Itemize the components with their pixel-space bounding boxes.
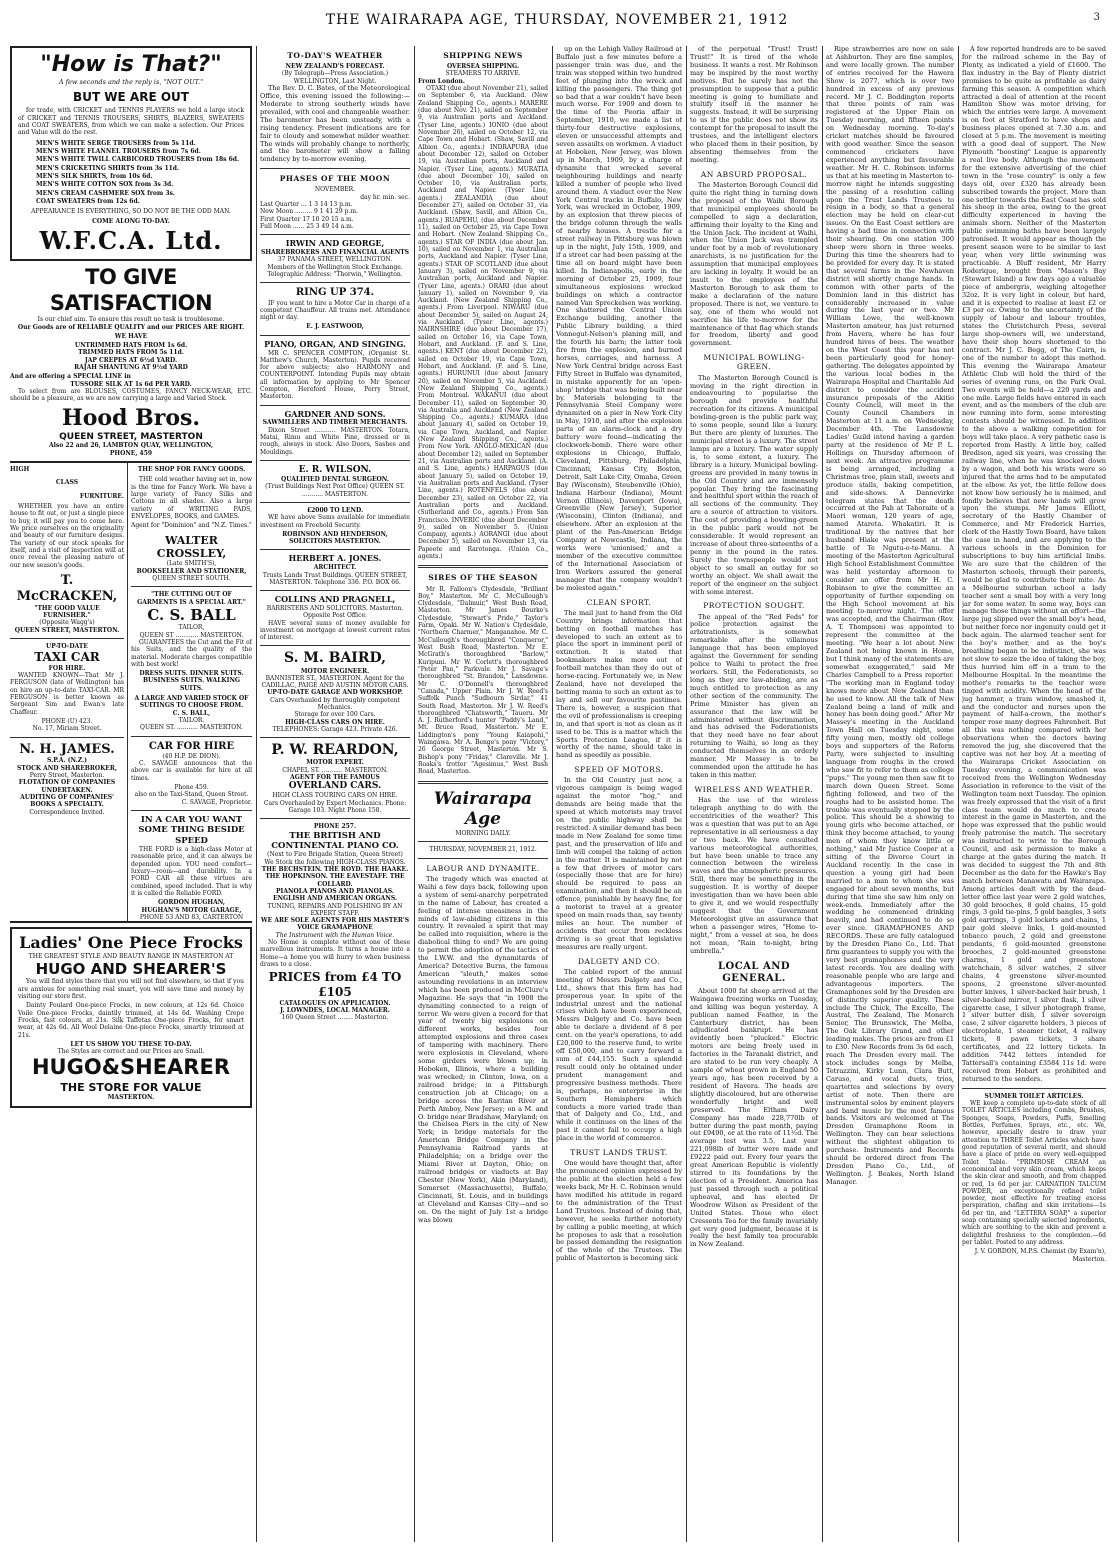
- how-item: MEN'S WHITE SERGE TROUSERS from 5s 11d.: [36, 139, 196, 147]
- ring: RING UP 374.: [295, 287, 375, 299]
- frocks-town: MASTERTON.: [107, 1094, 155, 1102]
- how-items: [36, 140, 244, 206]
- how-item: MEN'S SILK SHIRTS, from 10s 6d.: [36, 172, 153, 180]
- summer-text: WE keep a complete up-to-date stock of all TOILET ARTICLES including Combs, Brushes, Sponges, Soaps, Powders, Puffs, Smelling Bottles, Perfumes, Sprays, etc., etc. We, however, specially desire to draw your attention to THREE Toilet Articles which have good reputation of several merit, and should have a place of pride on every well-equipped Toilet Table. "PRIMROSE CREAM an economical and very skin cream, which keeps the skin clear and smooth, and from chapped or red, 1s 6d per jar. CARNATION TALCUM POWDER, an exceptionally refined toilet powder, most effective for treating excess perspiration, chafing and skin irritations—1s 6d per tin, and "LETTERA SOAP," a superior soap containing specially selected ingredients, which are soothing to the skin and prevent a delightful freshness to the complexion.—6d per tablet. Posted to any address.: [962, 1100, 1106, 1247]
- class: CLASS: [55, 479, 79, 487]
- furniture-row: [10, 463, 252, 923]
- moon-head: PHASES OF THE MOON: [279, 174, 391, 184]
- frocks-hugo: HUGO AND SHEARER'S: [35, 960, 227, 979]
- give-tussore: TUSSORE SILK AT 1s 6d PER YARD.: [70, 380, 192, 388]
- ball2-addr: QUEEN ST. ........... MASTERTON.: [140, 724, 243, 732]
- hood-phone: PHONE, 459: [109, 449, 153, 457]
- col7-text1: A few reported hundreds are to be saved for the railroad scheme in the Bay of Plenty, as indicated a yield of £1600. The flax industry in the Bay of Plenty district promises to be quite as profitable as dairy farming this season. A competition which attracted a deal of attention at the recent Hamilton Show was motor driving, for which the entries were large. A movement is on foot at Stratford to have shops and business places opened at 7.30 a.m. and closed at 5 p.m. The movement is meeting with a good deal of support. The New Plymouth "boosting" League is apparently a real live body. Although the movement for the extensive advertising of the chief town in the "rose country" is only a few days old, over £320 has already been subscribed towards the project. More than one settler towards the East Coast has sold his sheep in the area, owing to the great difficulty experienced in having the animals shorn. Neither of the Masterton public swimming baths have been largely patronised. It would appear as though the present season were to be similar to last year, when very little swimming was practicable. A Bluff resident, Mr Harry Roderique, brought from "Mason's Bay (Stewart Island) a few days ago a valuable piece of ambergris, weighing altogether 32oz. It is very light in colour, but hard, and it is expected to realise at least £2 or £3 per oz. Owing to the uncertainty of the supply of labour and labour troubles, states the Christchurch Press, several large shop-owners will, we understand, have their shop hours shortened to the contract. Mr J. C. Begg, of The Cairn, is one of the number to adopt this method. This evening the Wairarapa Amateur Athletic Club will hold the third of the series of evening runs, on the Park Oval. Two events will be held—a 220 yards and one mile. Large fields have entered in each event, and as the members of the club are now running into form, some interesting contests should be witnessed. In addition to the above a walking competition for boys will take place. A very pathetic case is reported from Hastly. A little boy, called Bredison, aged six years, was crossing the railway line, when he was knocked down by a wagon, and both his wrists were so injured that the arms had to be amputated at the elbow. As yet, the little fellow does not know how seriously he is maimed, and fondly believes that new hands will grow upon the stumps. Mr James Elliott, secretary of the Hastly Chamber of Commerce, and Mr Frederick Harries, clerk of the Hastly Town Board, have taken the case in hand, and are applying to the various schools in the Dominion for subscriptions to buy him artificial limbs. We are sure that the children of the Masterton schools, through their parents, would be glad to contribute their mite. As a Melbourne suburban school a lady teacher sent a small boy with a very long jar for some water. In some way, boys can manage those things without an effort—the large jug slipped over the small boy's head, but neither force nor ingenuity could get it back again. The alarmed teacher sent for the boy's mother, and as the boy's breathing began to be indistinct, she was not slow to seize the idea of taking the boy, thus hurried him off in a tram to the Melbourne Hospital. In the meantime the mother's remarks to the teacher were tinged with acidity. When the head of the jug hammer, a tram window, smashed it, and the conductor and nurses upon the payment of half-a-crown, the mother's temper rose many degrees Fahrenheit. But all this was nothing compared with her observations when the doctors having removed the jug, she discovered that the captive was not her boy. At a meeting of the Wairarapa Cricket Association on Tuesday evening, a communication was received from the Wellington Wednesday Association in reference to the visit of the Wellington team next Tuesday. The opinion was freely expressed that the visit of a first class team would do much to create interest in the game in Masterton, and the hope was expressed that the public would freely patronise the match. The secretary was instructed to write to the Borough Council, and ask permission to make a charge at the gates during the match. It was decided to suggest the 7th and 8th December as the date for the Hawke's Bay match between Manawatu and Wairarapa. Among articles dealt with by the dead-letter office last year were 2 gold watches, 30 gold brooches, 8 gold chains, 15 gold rings, 3 gold tie-pins, 5 gold bangles, 3 sets gold earrings, 3 gold lockets and chains, 1 pair gold sleeve links, 1 gold-mounted tobacco pouch, 2 gold and greenstone pendants, 6 gold-mounted greenstone brooches, 2 gold-mounted greenstone charms, 1 gold and greenstone watchchain, 8 silver watches, 2 silver chains, 4 greenstone silver-mounted spoons, 2 greenstone silver-mounted butter knives, 1 silver-backed hair brush, 1 silver-backed mirror, 1 silver flask, 1 silver cigarette case, 1 silver photograph frame, 1 silver butter dish, 1 silver sovereign case, 2 silver cigarette holders, 3 pieces of electroplate, 1 steamer ticket, 4 railway tickets, 8 pawn tickets, 3 share certificates, and 22 lottery tickets. In addition 7442 letters intended for Tattersall's containing £3584 11s 1d. were received from Hobart as prohibited and returned to the senders.: [962, 46, 1106, 1083]
- labour-text: The tragedy which was enacted at Waihi a few days back, following upon a system of semi-anarchy perpetrated in the name of Labour, has created a feeling of intense uneasiness in the minds of law-abiding citizens in this country. It revealed a spirit that may be called into requisition, where is the diabolical thing to end? We are going to permit the adoption of the tactics of the I.W.W. and the dynamitards of America? Detective Burns, the famous American "sleuth," makes some astounding revelations in an interview which has been produced in McClure's Magazine. He says that "in 1908 the dynamiting connected to a reign of terror. We were given a record for that year of twenty big explosions on different works, besides four attempted explosions and three cases of tampering with machinery. There were explosions in Cleveland, where some girders were blown up; in Hoboken, Illinois, where a building was wrecked; in Clinton, Iowa, on a railroad bridge; in a Pittsburgh construction job at Chicago; on a bridge across the Raritan River at Perth Amboy, New Jersey; on a M. and O. bridge near Bradshaw, Maryland; on the Chelsea Piers in the city of New York; in bridge materials for the American Bridge Company in the Pennsylvania Railroad yards at Philadelphia; on a bridge over the Miami River at Dayton, Ohio; on railroad bridges or viaducts at Bay Chester (New York), Akin (Maryland), Somerset (Massachusetts), Buffalo, Cincinnati, St. Louis, and in buildings at Cleveland and Kansas City—and so on. On the night of July 1st a bridge was blown: [418, 874, 548, 1224]
- collins: COLLINS AND PRAGNELL,: [274, 594, 396, 605]
- ring-name: E. J. EASTWOOD,: [306, 323, 364, 331]
- sport-head: CLEAN SPORT.: [586, 597, 652, 607]
- column-local-2: [826, 46, 954, 1542]
- col6-text1: Ripe strawberries are now on sale at Ashburton. They are fine samples, and were locally grown. The number of entries received for the Hawera Show is 2077, which is over two hundred in excess of any previous record. Mr J. C. Boddington reports that three points of rain was registered at the Upper Plain on Tuesday morning, and fifteen points on Wednesday morning. To-day's cricket matches should be favoured with good weather. Since the season commenced cricketers have experienced anything but favourable weather. Mr H. C. Robinson informs us that at his meeting in Masterton to-morrow night he intends suggesting the passing of a resolution calling upon the Trust Lands Trustees to resign in a body, so that a general election may be held on clear-cut issues. On the East Coast settlers are having a bad time in connection with their shearing. On one station 300 sheep were shorn in three weeks. During this time the shearers had to be provided for every day. It is stated that several farms in the Newhaven district will shortly change hands. In common with other parts of the Dominion land in this district has considerably increased in value during the last year or two. Mr William Lowe, the well-known Masterton amateur, has just returned from Havera, where he has four hundred hives of bees. The weather on the West Coast this year has not been particularly good for honey-gathering. The delegates appointed by the various local bodies in the Wairarapa Hospital and Charitable Aid district to consider the accident insurance proposals of the Akitio County Council, will meet in the County Council Chambers in Masterton at 11 a.m. on Wednesday, December 4th. The Lansdowne Ladies' Guild intend having a garden party at the residence of Mr P. L. Hollings on Thursday afternoon of next week. An attractive programme is being arranged, including a Christmas tree, plain stall, sweets and produce stalls, baking competition, and side-shows. A Dannevirke telegram states that the death occurred at the Pah at Tahoraite of a Maori woman, 120 years of age, named Atareta. Whakatiri. It is traditional by the natives that her husband Hiake was present at the battle of Te Ngutu-o-te-Manu. A meeting of the Masterton Agricultural High School Establishment Committee was held yesterday afternoon to consider an offer from Mr H. C. Robinson to give the committee an opportunity of further expending on the High School movement at his meeting to-morrow night. The offer was accepted, and the Chairman (Rev. A. T. Thompson) was appointed to represent the committee at the meeting. "We hear a lot about New Zealand not being known in Home, but I think many of the statements are somewhat exaggerated," said Mr Charles Campbell to a Press reporter. "The working man in England today knows more about New Zealand than he used to know. All the talk of New Zealand being a land of milk and honey has been doing good." After Mr Massey's meeting in the Auckland Town Hall on Tuesday night, some fifty young men, mostly old college boys and supporters of the Reform Party, were subjected to insulting language from roughs in the crowd who saw fit to refer to them as college "pups." The young men then saw fit to march down Queen Street. Some fighting followed, and two of the roughs had to be assisted home. The trouble was eventually stopped by the police. This should be a showing to young girls who become attached, or think they become attached, to young men of whom they know little or nothing," said Mr Justice Cooper at a sitting of the Divorce Court in Auckland recently. In the case in question a young girl had been married to a man to whom she was engaged for about seven months, but during that time she saw him only on week-ends. Immediately after the wedding he commenced drinking heavily, and had continued to do so ever since. GRAMAPHONES AND RECORDS. These are fully catalogued by the Dresden Piano Co., Ltd. That firm guarantees to supply you with the very best gramaphones and the very latest records. You are dealing with reasonable people who are large and advantageous importers. The Gramaphones sold by the Dresden are of distinctly superior quality. These include The Chick, The Excello, The Austral, The Zealand, The Monarch Senior, The Brunswick, The Melba, The Oak Library Grand, and other leading makes. The prices are from £1 to £30. New Records from 3s 6d each, reach The Dresden every mail. The stock includes songs by Melba, Tetrazzini, Kirky Lunn, Clara Butt, Caruso, and vocal duets, trios, quartettes and selections by every artist of note. Then there are instrumental solos by eminent players and band music by the most famous bands. Visitors are welcomed at The Dresden Gramaphone Room in Wellington. They can hear selections without the slightest obligation to purchase. Instruments and Records should be ordered direct from The Dresden Piano Co., Ltd., of Wellington. J. Beakes, North Island Manager.: [826, 46, 954, 1186]
- column-rule: [414, 46, 415, 1542]
- how-appear: APPEARANCE IS EVERYTHING, SO DO NOT BE THE ODD MAN.: [31, 208, 231, 216]
- reardon-l4: OVERLAND CARS.: [288, 781, 382, 792]
- wilson: E. R. WILSON.: [298, 465, 372, 475]
- frocks-title: Ladies' One Piece Frocks: [19, 933, 243, 953]
- bcp-addr: 160 Queen Street ........ Masterton.: [281, 1014, 389, 1022]
- absurd-head: AN ABSURD PROPOSAL.: [700, 169, 808, 179]
- col4-text1: up on the Lehigh Valley Railroad at Buffalo just a few minutes before a passenger train was due, and the train was stopped within two hundred feet of plunging into the wreck and killing the passengers. The thing got so bad that a war couldn't have been much worse. For 1909 and down to the time of the Peoria affair in September, 1910, we made a list of thirty-four destructive explosions, eleven or unsuccessful attempts and seven assaults on workmen. A viaduct at Hoboken, New Jersey, was blown up in March, 1909, by a charge of dynamite that wrecked several neighbouring buildings and nearly killed a number of people who lived around them. A viaduct over the New York Central tracks in Buffalo, New York, was wrecked in October, 1909, by an explosion that threw pieces of the bridge column through the walls of nearby houses. A trestle for a street railway in Pittsburg was blown up in the night, July 15th, 1909, and if a street car had been passing at the time all on board might have been killed. In Indianapolis, early in the morning of October 25, 1909, four simultaneous explosions wrecked buildings on which a contractor named Van Spreckelsen was working. One shattered the Central Union Exchange building, another the Public Library building, a third Vonnegut-Nelson's planing mill, and the fourth his barn; the latter took fire from the explosion, and burned horses, carriages, and harness. A New York Central bridge across East Fifty Street in Buffalo was dynamited, in mistake apparently for an 'open-shop' bridge that was being built near by. Materials belonging to the Pennsylvania Steel Company were dynamited on a pier in New York City in May, 1910, and after the explosion parts of an alarm-clock and a dry battery were found—indicating the clockwork-bomb. There were other explosions in Chicago, Buffalo, Cleveland, Pittsburg, Philadelphia, Cincinnati, Kansas City, Boston, Detroit, Salt Lake City, Omaha, Green Bay (Wisconsin), Steubenville (Ohio), Indiana Harbour (Indiana), Mount Vernon (Illinois), Davenport (Iowa), Greenville (New Jersey), Superior (Wisconsin), Clinton (Indiana), and elsewhere. After an explosion at the plant of the Pan-American Bridge Company at Newcastle, Indiana, the works were 'unionised,' and a member of the executive committee of the International Association of Iron Workers assured the general manager that the company wouldn't be molested again.": [556, 46, 682, 592]
- give-item: JAP CREPES AT 6½d YARD.: [84, 356, 178, 364]
- collins-text: HAVE several sums of money available for investment on mortgage at lowest current rates of interest.: [260, 619, 410, 642]
- piano-head: PIANO, ORGAN, AND SINGING.: [264, 338, 406, 349]
- moon-row: Full Moon ...... 25 3 49 14 a.m.: [260, 223, 354, 230]
- how-item: MEN'S CRICKETING SHIRTS from 3s 11d.: [36, 164, 180, 172]
- furniture-ad: [10, 463, 128, 921]
- weather-head: TO-DAY'S WEATHER: [287, 51, 383, 60]
- column-editorial-3: [690, 46, 818, 1542]
- bcp-l3: PIANOLA PIANOS AND PIANOLAS. ENGLISH AND AMERICAN ORGANS.: [272, 887, 398, 903]
- nhj-l3: FLOTATION OF COMPANIES UNDERTAKEN.: [18, 779, 116, 794]
- page-number: 3: [1093, 12, 1100, 23]
- how-item: COAT SWEATERS from 12s 6d.: [36, 197, 140, 205]
- ship-sub: OVERSEA SHIPPING.: [446, 63, 520, 71]
- give-item: RAJAH SHANTUNG AT 9½d YARD: [74, 364, 188, 372]
- column-rule: [958, 46, 959, 1542]
- moon-row: First Quarter 17 10 20 15 a.m.: [260, 215, 354, 223]
- bcp: THE BRITISH AND CONTINENTAL PIANO CO.: [271, 830, 399, 851]
- moon-row: Last Quarter ... 1 3 14 13 p.m.: [260, 201, 353, 209]
- irwin-l3: Members of the Wellington Stock Exchange.: [267, 263, 403, 271]
- bcp-l6: The Instrument with the Human Voice.: [275, 931, 395, 939]
- page-title: THE WAIRARAPA AGE, THURSDAY, NOVEMBER 21, 1912: [325, 12, 789, 28]
- hood-addr: QUEEN STREET, MASTERTON: [59, 431, 203, 442]
- robinson: ROBINSON AND HENDERSON, SOLICITORS MASTERTON.: [282, 530, 388, 546]
- wireless-text: Has the use of the wireless telegraph anything to do with the eccentricities of the weather? This was a question that was put to an Age representative in all seriousness a day or two back. We have consulted various meteorological authorities, but have been unable to trace any connection between the wireless waves and the atmospheric pressures. Still, there may be something in the suggestion. It is worthy of deeper investigation than we have been able to give it, and we would respectfully suggest that the Government Meteorologist give an assurance that when a passenger wires, "Home to-night," from a vessel at sea, he does not mean, "Rain to-night, bring umbrella.": [690, 796, 818, 955]
- ball-head: "THE CUTTING OUT OF GARMENTS IS A SPECIAL ART.": [137, 591, 246, 606]
- irwin-l2: 37 PANAMA STREET, WELLINGTON.: [277, 256, 393, 264]
- give-item: UNTRIMMED HATS FROM 1s 6d.: [74, 342, 188, 350]
- mcc-good: "THE GOOD VALUE FURNISHER.": [34, 604, 100, 619]
- protection-head: PROTECTION SOUGHT.: [703, 601, 805, 611]
- taxi-phone: PHONE (U) 423.: [41, 717, 93, 725]
- baird-l5: Storage for over 100 Cars.: [294, 711, 376, 719]
- give-l2: Our Goods are of RELIABLE QUALITY and our PRICES ARE RIGHT.: [17, 323, 245, 331]
- irwin-l4: Telegraphic Address: "Thorwin," Wellington.: [267, 271, 403, 278]
- how-item: MEN'S WHITE COTTON SOX from 3s 3d.: [36, 181, 174, 189]
- taxi-addr: No. 17, Miriam Street.: [32, 725, 102, 733]
- protection-text: The appeal of the "Red Feds" for police protection against the arbitrationists, is somewhat remarkable after the villainous language that has been employed against the Government for sending police to Waihi to protect the free workers. Still, the Federationists, so long as they are law-abiding, are as much entitled to protection as any other section of the community. The Prime Minister has given an assurance that the law will be administered without discrimination, and has advised the Federationists that they need have no fear about returning to Waihi, so long as they conducted themselves in an orderly manner. Mr Massey is to be commended upon the attitude he has taken in this matter.: [690, 612, 818, 779]
- give-satisfaction-ad: [10, 261, 252, 463]
- frocks-show: LET US SHOW YOU THESE TO-DAY.: [70, 1040, 192, 1048]
- fancy-goods-ad: [128, 463, 252, 921]
- bcp-l5: WE ARE SOLE AGENTS FOR HIS MASTER'S VOICE GRAMAPHONE: [260, 917, 410, 932]
- taxi-text: WANTED KNOWN—That Mr J. FERGUSON (late of Wellington) has on hire an up-to-date TAXI-CAR. MR FERGUSON is better known as Sergeant Sim and Ewan's late Chaffeur.: [10, 672, 124, 716]
- nhj-l1: STOCK AND SHAREBROKER,: [17, 764, 117, 772]
- summer-name: J. V. GORDON, M.P.S. Chemist (by Exam'n), Masterton.: [974, 1248, 1106, 1263]
- hughan-phone: PHONE 53 AND 83, CARTERTON: [139, 913, 244, 921]
- moon-month: NOVEMBER.: [314, 186, 356, 194]
- baird-l4: Cars Overhauled by thoroughly competent Mechanics.: [270, 696, 400, 712]
- frocks-sub: THE GREATEST STYLE AND BEAUTY RANGE IN MASTERTON AT: [28, 952, 234, 960]
- cold-text: THE cold weather having set in, now is the time for Fancy Work. We have a large variety of Fancy Silks and Cottons in all shades. Also a large variety of WRITING PADS, ENVELOPES, BOOKS, and GAMES.: [131, 476, 252, 520]
- give-l1: Is our chief aim. To ensure this result no task is troublesome.: [37, 316, 225, 324]
- walter-trade: BOOKSELLER AND STATIONER,: [136, 567, 247, 575]
- ball-text: GUARANTEES the Cut and the Fit of his Suits, and the quality of the material. Moderate charges compatible with best work!: [131, 638, 252, 668]
- paper-title: Wairarapa Age: [434, 788, 532, 830]
- dalgety-text: The cabled report of the annual meeting of Messrs Dalgety and Co., Ltd., shows that this firm has had prosperous year. In spite of the industrial unrest and the national crises which have been experienced, Messrs Dalgety and Co. have been able to declare a dividend of 8 per cent. on the year's operations, to add £20,000 to the reserve fund, to write off £50,000, and to carry forward a sum of £44,155. Such a splendid result could only be obtained under prudent management and progressive business methods. There is, perhaps, no enterprise in the Southern Hemisphere which conducts a more varied trade than that of Dalgety and Co., Ltd., and while it continues on the lines of the past it cannot fail to occupy a high place in the world of commerce.: [556, 967, 682, 1143]
- column-shipping: [418, 46, 548, 1542]
- shop-fancy: THE SHOP FOR FANCY GOODS.: [137, 466, 246, 474]
- furniture: FURNITURE.: [79, 492, 124, 500]
- taxi-up: UP-TO-DATE: [46, 642, 88, 650]
- bcp-l2: We Stock the following HIGH-CLASS PIANOS.: [264, 858, 406, 866]
- carhire-hp: (40 H.P. DE DION).: [162, 752, 221, 760]
- furn-text: WHETHER you have an entire house to fit out, or just a single piece to buy, it will pay you to come here. We price ourselves on the originality and beauty of our furniture designs. The variety of our stock speaks for itself, and a visit of inspection will at once reveal the pleasing nature of our new season's goods.: [10, 503, 124, 569]
- frocks-items: Dainty Foulard One-piece Frocks, in new colours, at 12s 6d. Choice Voile One-piece Frocks, daintily trimmed, at 14s 6d. Washing Crepe Frocks, fast colours, at 21s. Silk Taffetas One-piece Frocks, for smart wear, at 42s 6d. All Wool Delaine One-piece Frocks, smartly trimmed at 21s.: [18, 1002, 244, 1039]
- carhire-phone: Phone 459.: [174, 784, 209, 792]
- carhire-name: C. SAVAGE, Proprietor.: [181, 798, 252, 806]
- carhire-text: C. SAVAGE announces that the above car is available for hire at all times.: [131, 760, 252, 782]
- trust-head: TRUST LANDS TRUST.: [570, 1148, 668, 1158]
- hughan: GORDON HUGHAN,: [158, 899, 225, 907]
- col5-text1: of the perpetual "Trust! Trust! Trust!" It is tired of the whole business. It wants a rest. Mr Robinson may be inspired by the most worthy motives. But he surely has not the presumption to suppose that a public meeting is going to humiliate and stultify itself in the manner he suggests. Instead, it will be surprising to us if the public does not show its contempt for the proposal to insult the trustees, and the intelligent electors who placed them in their position, by absenting themselves from the meeting.: [690, 46, 818, 164]
- give-visit: To select from are BLOUSES, COSTUMES, FANCY NECK-WEAR, ETC. should be a pleasure, as we are now carrying a large and Varied Stock.: [10, 388, 252, 403]
- ball2-tailor: TAILOR.: [178, 717, 205, 725]
- ship-arrive: STEAMERS TO ARRIVE.: [445, 70, 521, 78]
- lend-text: WE have above Sums available for immediate investment on Freehold Security.: [260, 514, 410, 529]
- hughan-garage: HUGHAN'S MOTOR GARAGE,: [141, 906, 242, 914]
- weather-tele: (By Telegraph—Press Association.): [281, 70, 389, 78]
- agent: Agent for "Dominion" and "N.Z. Times.": [131, 522, 252, 530]
- labour-head: LABOUR AND DYNAMITE.: [426, 863, 540, 873]
- column-editorial-2: [556, 46, 682, 1542]
- trust-text: One would have thought that, after the pronounced opinion expressed by the public at the election held a few weeks back, Mr H. C. Robinson would have modified his attitude in regard to the administration of the Trust Land Trustees. Instead of doing that, however, he seeks further notoriety by calling a public meeting, at which he proposes to ask that a resolution be passed demanding the resignation of the whole of the Trustees. The public of Masterton is becoming sick: [556, 1159, 682, 1263]
- how-sub: A few seconds and the reply is, "NOT OUT.": [58, 77, 204, 86]
- bcp-phone: PHONE 257.: [313, 823, 357, 831]
- ball-addr: QUEEN ST ............ MASTERTON.: [139, 631, 244, 639]
- how-intro: for trade, with CRICKET and TENNIS PLAYERS we hold a large stock of CRICKET and TENNIS TROUSERS, SHIRTS, BLAZERS, SWEATERS and COAT SWEATERS, from which we can make a selection. Our Prices and Value will do the rest.: [18, 107, 244, 137]
- ball: C. S. BALL: [147, 605, 236, 624]
- mcc-opp: (Opposite Wagg's): [39, 619, 95, 627]
- frocks-hs: HUGO&SHEARER: [31, 1055, 230, 1080]
- paper-date: THURSDAY, NOVEMBER 21, 1912.: [429, 846, 537, 854]
- bcp-l4: TUNING, REPAIRS AND POLISHING BY AN EXPERT STAFF.: [267, 902, 403, 917]
- column-ads-left: [10, 46, 252, 1542]
- reardon-l2: CHAPEL ST. ........... MASTERTON.: [282, 766, 388, 774]
- wilson-l2: (Trust Buildings Next Post Office) QUEEN ST. ........... MASTERTON.: [265, 483, 405, 498]
- bcp-cat: CATALOGUES ON APPLICATION.: [279, 999, 391, 1007]
- nhj-sub: S.P.A. (N.Z.): [47, 757, 87, 765]
- irwin-l1: SHAREBROKERS AND FINANCIAL AGENTS: [261, 249, 409, 257]
- reardon-l5: HIGH CLASS TOURING CARS ON HIRE.: [272, 792, 398, 800]
- give-item: TRIMMED HATS FROM 5s 11d.: [78, 349, 184, 357]
- walter-addr: QUEEN STREET SOUTH.: [152, 575, 231, 583]
- column-local-3: [962, 46, 1106, 1542]
- walter-late: (Late SMITH'S),: [166, 560, 217, 568]
- give-title: TO GIVE SATISFACTION: [49, 265, 213, 315]
- absurd-text: The Masterton Borough Council did quite the right thing in turning down the proposal of the Waihi Borough that municipal employees should be compelled to sign a declaration, affirming their loyalty to the King and the Union Jack. The incident at Waihi, when the Union Jack was trampled under foot by a mob of revolutionary anarchists, is no justification for the assumption that municipal employees are lacking in loyalty. It would be an insult to the employees of the Masterton Borough to ask them to make a declaration of the nature proposed. There is not, we venture to say, one of them who would not sacrifice his life to-morrow for the maintenance of that flag which stands for freedom, liberty and good government.: [690, 180, 818, 348]
- baird-l6: HIGH-CLASS CARS ON HIRE.: [285, 718, 385, 726]
- ship-from: From London.: [418, 77, 465, 85]
- wilson-l1: QUALIFIED DENTAL SURGEON.: [281, 475, 389, 483]
- column-rule: [552, 46, 553, 1542]
- dalgety-head: DALGETY AND CO.: [578, 956, 660, 966]
- reardon-l1: MOTOR EXPERT.: [306, 759, 364, 767]
- weather-sub: NEW ZEALAND'S FORECAST.: [285, 63, 385, 71]
- speed-head: IN A CAR YOU WANT SOME THING BESIDE SPEED: [138, 815, 245, 846]
- how-title: "How is That?": [40, 52, 222, 77]
- sires-head: SIRES OF THE SEASON: [428, 573, 538, 583]
- ball2: C. S. BALL,: [172, 709, 211, 717]
- ship-head: SHIPPING NEWS: [443, 51, 523, 60]
- bcp-text: No Home is complete without one of these marvellous instruments. It turns a house into a Home—a home you will hurry to when business draws to a close.: [260, 939, 410, 968]
- weather-place: WELLINGTON, Last Night.: [293, 77, 377, 85]
- frocks-store: THE STORE FOR VALUE: [60, 1081, 202, 1095]
- bowling-head: MUNICIPAL BOWLING-GREEN.: [703, 353, 805, 372]
- baird: S. M. BAIRD,: [284, 650, 386, 667]
- bcp-list: THE BECHSTEIN. THE ROYD. THE HAAKE. THE HOPKINSON. THE EAVESTAFF. THE COLLARD.: [261, 865, 409, 888]
- give-have: WE HAVE: [114, 332, 148, 340]
- local-text: About 1000 fat sheep arrived at the Waingawa freezing works on Tuesday, and killing was begun yesterday. A publican named Feather, in the Canterbury district, has been adjudicated bankrupt. He has evidently been "plucked." Electric motors are being freely used in factories in the Taranaki district, and are stated to be run very cheaply. A sample of wheat grown in England 50 years ago, has been received by a resident of Havera. The heads are slightly discoloured, but are otherwise wonderfully bright and well preserved. The Eltham Dairy Company has made 228,770lb of butter during the past month, paying out £9490, or at the rate of 11½d. The average test was 3.5. Last year 221,098lb of butter were made and £9222 paid out. Every four years the great American Republic is violently stirred to its foundations by the election of a President. America has just passed through such a political upheaval, and has elected Dr Woodrow Wilson as President of the United States. Those who elect Cressents Tea for the family invariably get very good judgment, because it is really the best family tea procurable in New Zealand.: [690, 986, 818, 1249]
- bcp-name: J. LOWNDES, LOCAL MANAGER.: [280, 1006, 390, 1014]
- hood-addr2: Also 22 and 26, LAMBTON QUAY, WELLINGTON,: [48, 442, 214, 450]
- frocks-styles: The Styles are correct and our Prices are Small.: [57, 1048, 205, 1056]
- herbert-l1: ARCHITECT.: [313, 564, 357, 572]
- bcp-l1: (Next to Fire Brigade Station, Queen Street): [267, 851, 403, 859]
- how-item: MEN'S WHITE TWILL CARBICORD TROUSERS from 18s 6d.: [36, 156, 240, 164]
- high: HIGH: [10, 466, 30, 474]
- frocks-ad: [10, 927, 252, 1108]
- column-rule: [686, 46, 687, 1542]
- give-special: And are offering a SPECIAL LINE in: [10, 373, 131, 381]
- mcc-addr: QUEEN STREET, MASTERTON.: [14, 626, 120, 634]
- column-weather: [260, 46, 410, 1542]
- ball-tailor: TAILOR,: [178, 624, 205, 632]
- moon-cols: day hr. min. sec.: [360, 193, 410, 201]
- summer-head: SUMMER TOILET ARTICLES.: [984, 1092, 1084, 1100]
- mccracken: T. McCRACKEN,: [16, 572, 118, 604]
- collins-l1: BARRISTERS AND SOLICITORS. Masterton. Opposite Post Office.: [266, 604, 404, 620]
- reardon: P. W. REARDON,: [271, 742, 399, 759]
- sires-text: Mr R. Falloon's Clydesdale, "Brilliant Boy," Masterton. Mr C. McCullough's Clydesdale, "Dalmuir," West Bush Road, Masterton. Mr James Bourke's Clydesdale, "Stewart's Pride," Taylor's Farm, Opaki. Mr W. Nation's Clydesdale, "Northern Charmer," Manganahoe. Mr C. McCullough's thoroughbred "Conqueror," West Bush Road, Masterton. Mr E. McGrath's thoroughbred "Barlow," Kuripuni. Mr W. Corlett's thoroughbred "Peter Pan," Parkvale. Mr J. Savage's thoroughbred "St. Brandon," Lansdowne. Mr C. O'Donnell's thoroughbred "Canada," Upper Plain. Mr J. W. Reed's Suffolk Punch "Sudbourn Sirdar," 41 South Road, Masterton. Mr J. W. Reed's thoroughbred "Chatsworth," Taueru. Mr A. J. Rutherford's hunter "Paddy's Land," Mt. Bruce Road, Masterton. Mr E. Liddington's pony "Young Kaiapohi," Waingawa. Mr A. Benge's pony "Victory," 26 George Street, Masterton. Mr S. Bishop's pony "Friday," Clareville. Mr J. Roaks's trotter "Agesimus," West Bush Road, Masterton.: [418, 585, 548, 776]
- how-is-that-ad: [10, 46, 252, 261]
- weather-text: The Rev. D. C. Bates, of the Meteorological Office, this evening issued the following:— Moderate to strong southerly winds have prevailed, with cool and changeable weather. The barometer has been unsteady, with a rising tendency. Present indications are for fair to cloudy and somewhat milder weather. The winds will probably change to northerly, and the barometer will show a falling tendency by to-morrow evening.: [260, 84, 410, 164]
- lend: £2000 TO LEND.: [306, 506, 364, 514]
- nhj-l5: Correspondence Invited.: [29, 808, 105, 816]
- how-item: MEN'S WHITE FLANNEL TROUSERS from 7s 6d.: [36, 147, 201, 155]
- ship-text: OTAKI (due about November 21), sailed on September 6, via Auckland. (New Zealand Shipping Co., agents.) MARERE (due about Nov. 21), sailed on September 9, via Australian ports and Auckland. (Tyser Line, agents.) IONIO (due about November 26), sailed on October 12, via Cape Town and Hobart. (Shaw, Savill and Albion Co., agents.) INDRAPURA (due about December 12), sailed on October 19, via Australian ports, Auckland and Napier. (Tyser Line, agents.) MURATIA (due about December 10), sailed on October 10, via Australian ports, Auckland and Napier. (Tyser Line, agents.) ZEALANDIA (due about December 27), sailed on October 31, via Auckland. (Shaw, Savill, and Albion Co., agents.) RUAPEHU, (due about December 11), sailed on October 25, via Cape Town and Hobart. (New Zealand Shipping Co., agents.) STAR OF INDIA (due about Jan. 10), sailed on November 1, via Australian ports, Auckland and Napier. (Tyser Line, agents.) STAR OF SCOTLAND (due about January 3), sailed on November 9, via Australian ports, Auckland and Napier. (Tyser Line, agents.) ORARI (due about January 1), sailed on November 9, via Auckland. (New Zealand Shipping Co., agents.) From Liverpool. NIWARU (due about December 5), sailed on August 24, via Auckland. (Tyser Line, agents.) NAIRNSHIRE (due about December 17), sailed on October 16, via Cape Town, Hobart, and Auckland. (F. and S. Line, agents.) KENT (due about December 22), sailed on October 19, via Cape Town, Hobart, and Auckland. (F. and S. Line, agents.) HURUNUI (due about January 20), sailed on November 5, via Auckland. (New Zealand Shipping Co., agents.) From Montreal. WAKANUI (due about December 11), sailed on September 30, via Australia and Auckland (New Zealand Shipping Co., agents.) KUMARA (due about January 4), sailed on October 19, via Cape Town, Auckland, and Napier. (New Zealand Shipping Co., agents.) From New York. ANGLO-MEXICAN (due about December 12), sailed on September 21, via Australian ports and Auckland. (A. and S. Line, agents.) HARPAGUS (due about January 5), sailed on October 19, via Australian ports and Auckland. (Tyser Line, agents.) ROTENFELS (due about December 23), sailed on October 22, via Australian ports and Auckland. (Sutherland and Co., agents.) From San Francisco. INVERIC (due about December 9), sailed on November 5. (Union Company, agents.) AORANGI (due about December 5), sailed on November 13, via Papeete and Rarotonga. (Union Co., agents.): [418, 85, 548, 561]
- paper-sub: MORNING DAILY.: [455, 830, 511, 838]
- irwin: IRWIN AND GEORGE,: [285, 238, 385, 249]
- ball-suits: DRESS SUITS. DINNER SUITS. BUSINESS SUITS. WALKING SUITS.: [139, 670, 244, 692]
- nhj: N. H. JAMES.: [19, 741, 115, 757]
- gardner: GARDNER AND SONS.: [284, 408, 386, 419]
- motors-text: In the Old Country just now, a vigorous campaign is being waged against the motor "hog," and demands are being made that the speed at which motorists may travel on the public highway shall be restricted. A similar demand has been made in New Zealand for some time past, and the preservation of life and limb will compel the taking of action in the matter. It is maintained by not a few that drivers of motor cars (especially those that are for hire) should be required to pass an examination, and then it should be an offence, punishable by heavy fine, for a motorist to travel at a greater speed on main roads than, say twenty miles an hour. The number of accidents that occur from reckless driving is so great that legislative measures are really urgent.: [556, 776, 682, 951]
- column-rule: [822, 46, 823, 1542]
- column-rule: [256, 46, 257, 1542]
- gardner-l1: SAWMILLERS AND TIMBER MERCHANTS.: [262, 419, 408, 427]
- how-out: BUT WE ARE OUT: [73, 89, 189, 104]
- carhire: CAR FOR HIRE: [148, 740, 235, 752]
- reardon-l3: AGENT FOR THE FAMOUS: [290, 774, 380, 782]
- bcp-prices: PRICES from £4 TO £105: [268, 970, 402, 999]
- how-come: COME ALONG TO-DAY.: [92, 218, 170, 226]
- baird-l3: UP-TO-DATE GARAGE AND WORKSHOP.: [267, 689, 403, 697]
- hood-logo: Hood Bros.: [61, 404, 201, 431]
- taxi-hire: FOR HIRE.: [48, 664, 86, 672]
- ball-stock: A LARGE AND VARIED STOCK OF SUITINGS TO CHOOSE FROM.: [134, 695, 249, 710]
- ring-text: IF you want to hire a Motor Car in charge of a competent Chauffeur. All trains met. Attendance night or day.: [260, 299, 410, 322]
- baird-l7: TELEPHONES: Garage 423. Private 426.: [272, 726, 398, 734]
- herbert-l2: Trusts Lands Trust Buildings. QUEEN STREET, MASTERTON. Telephone 336. P.O. BOX 66.: [262, 571, 408, 586]
- speed-text: THE FORD is a high-class Motor at reasonable price, and it can always be depended upon. YOU need comfort—luxury—room—and durability. In a FORD CAR all these virtues are combined, speed included. That is why it is called the Reliable FORD.: [131, 846, 252, 897]
- motors-head: SPEED OF MOTORS.: [574, 765, 664, 775]
- masthead: [0, 0, 1114, 40]
- reardon-l6: Cars Overhauled by Expert Mechanics. Phone: Garage 103. Night Phone 158.: [263, 799, 407, 814]
- sport-text: The mail just to hand from the Old Country brings information that betting on football matches has developed to such an extent as to place the sport in imminent peril of extinction. It is stated that bookmakers make more out of football matches than they do out of horse-racing. Fortunately we, in New Zealand, have not developed the betting mania to such an extent as to lay and sell our favourite pastimes. There is, however, a suspicion that the evil of professionalism is creeping in, and that sport is not as clean as it used to be. This is a matter which the Sports Protection League, if it is worthy of the name, should take in hand as speedily as possible.: [556, 608, 682, 760]
- baird-l2: BANNISTER ST., MASTERTON. Agent for the CADILLAC, PAIGE AND AUSTIN MOTOR CARS.: [261, 674, 409, 690]
- walter: WALTER CROSSLEY,: [156, 533, 227, 560]
- how-item: MEN'S CREAM CASHMERE SOX from 3s.: [36, 189, 175, 197]
- nhj-l4: AUDITING OF COMPANIES' BOOKS A SPECIALTY.: [20, 793, 114, 809]
- bowling-text: The Masterton Borough Council is moving in the right direction in endeavouring to popularise the borough and provide healthful recreation for its citizens. A municipal bowling-green is the public park way, to some people, sound like a luxury. But there are plenty of luxuries. The municipal street is a luxury. The street lamps are a luxury. The water supply is, to some extent, a luxury. The library is a luxury. Municipal bowling-greens are provided in many towns in the Old Country and are immensely popular. They bring the fascinating and healthful sport within the reach of all sections of the community. They are a source of attraction to visitors. The cost of providing a bowling-green in the public park would not be considerable. It would represent an increase of about three-sixteenths of a penny in the pound in the rates. Surely the townspeople would not object to so small an outlay for so worthy an object. We shall await the report of the engineer on the subject with some interest.: [690, 373, 818, 596]
- piano-text: MR C. SPENCER COMPTON, (Organist St. Matthew's Church, Masterton). Pupils received for above subjects; also HARMONY and COUNTERPOINT. Intending Pupils may obtain all information by applying to Mr Spencer Compton, Hereford House, Perry Street, Masterton.: [260, 349, 410, 401]
- gardner-text: Dixon Street ........... MASTERTON. Totara, Matai, Rimu and White Pine, dressed or in rough, always in stock. Also Doors, Sashes and Mouldings.: [260, 426, 410, 456]
- local-head: LOCAL AND GENERAL.: [717, 960, 791, 984]
- baird-l1: MOTOR ENGINEER.: [300, 667, 370, 675]
- frocks-text: You will find styles there that you will not find elsewhere, so that if you are anxious for something real smart, you will save time and money by visiting our store first.: [18, 978, 244, 1000]
- moon-row: New Moon ......... 9 1 41 29 p.m.: [260, 208, 358, 216]
- wfca-logo: W.F.C.A. Ltd.: [39, 225, 223, 255]
- wireless-head: WIRELESS AND WEATHER.: [694, 784, 814, 794]
- taxi: TAXI CAR: [34, 650, 100, 665]
- carhire-stand: also on the Taxi-Stand, Queen Street.: [134, 791, 249, 799]
- nhj-l2: Perry Street, Masterton.: [29, 772, 105, 780]
- herbert: HERBERT A. JONES.: [288, 553, 382, 564]
